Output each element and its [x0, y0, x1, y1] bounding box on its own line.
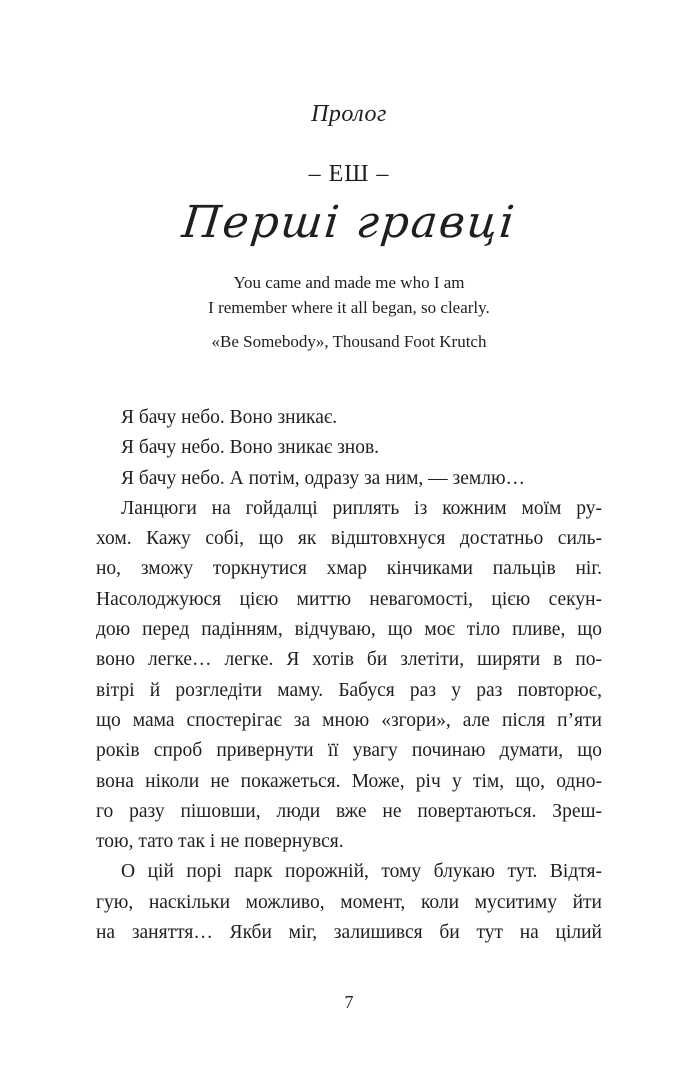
body-line: Насолоджуюся цією миттю невагомості, цією секун-: [96, 588, 602, 610]
body-line: но, зможу торкнутися хмар кінчиками пальців ніг.: [96, 558, 602, 580]
body-line: Ланцюги на гойдалці риплять із кожним моїм ру-: [121, 497, 602, 519]
epigraph-attribution: «Be Somebody», Thousand Foot Krutch: [211, 332, 487, 351]
body-text: [96, 403, 602, 948]
body-line: Я бачу небо. Воно зникає.: [121, 407, 338, 428]
body-line: тою, тато так і не повернувся.: [96, 831, 344, 853]
page-number: 7: [344, 992, 354, 1012]
body-line: воно легке… легке. Я хотів би злетіти, ширяти в по-: [96, 649, 602, 671]
epigraph-line: You came and made me who I am: [233, 273, 465, 292]
body-line: що мама спостерігає за мною «згори», але після п’яти: [96, 709, 602, 731]
body-line: Я бачу небо. А потім, одразу за ним, — землю…: [121, 467, 526, 489]
body-line: гую, наскільки можливо, момент, коли муситиму йти: [96, 891, 602, 913]
pov-heading: – ЕШ –: [308, 161, 390, 187]
chapter-title: Пролог: [311, 101, 387, 127]
body-line: років спроб привернути її увагу починаю думати, що: [96, 740, 602, 762]
body-line: на заняття… Якби міг, залишився би тут на цілий: [96, 922, 602, 944]
body-line: вітрі й розгледіти маму. Бабуся раз у раз повторює,: [96, 679, 602, 701]
body-line: О цій порі парк порожній, тому блукаю тут. Відтя-: [121, 861, 602, 883]
epigraph-line: I remember where it all began, so clearly.: [208, 298, 490, 317]
body-line: вона ніколи не покажеться. Може, річ у тім, що, одно-: [96, 770, 602, 792]
body-line: дою перед падінням, відчуваю, що моє тіло пливе, що: [96, 619, 602, 641]
body-line: го разу пішовши, люди вже не повертаються. Зреш-: [96, 800, 602, 822]
body-line: хом. Кажу собі, що як відштовхнуся достатньо силь-: [96, 528, 602, 550]
epigraph: [0, 270, 698, 320]
section-title-handwritten: Перші гравці: [179, 197, 519, 248]
body-line: Я бачу небо. Воно зникає знов.: [121, 437, 380, 459]
